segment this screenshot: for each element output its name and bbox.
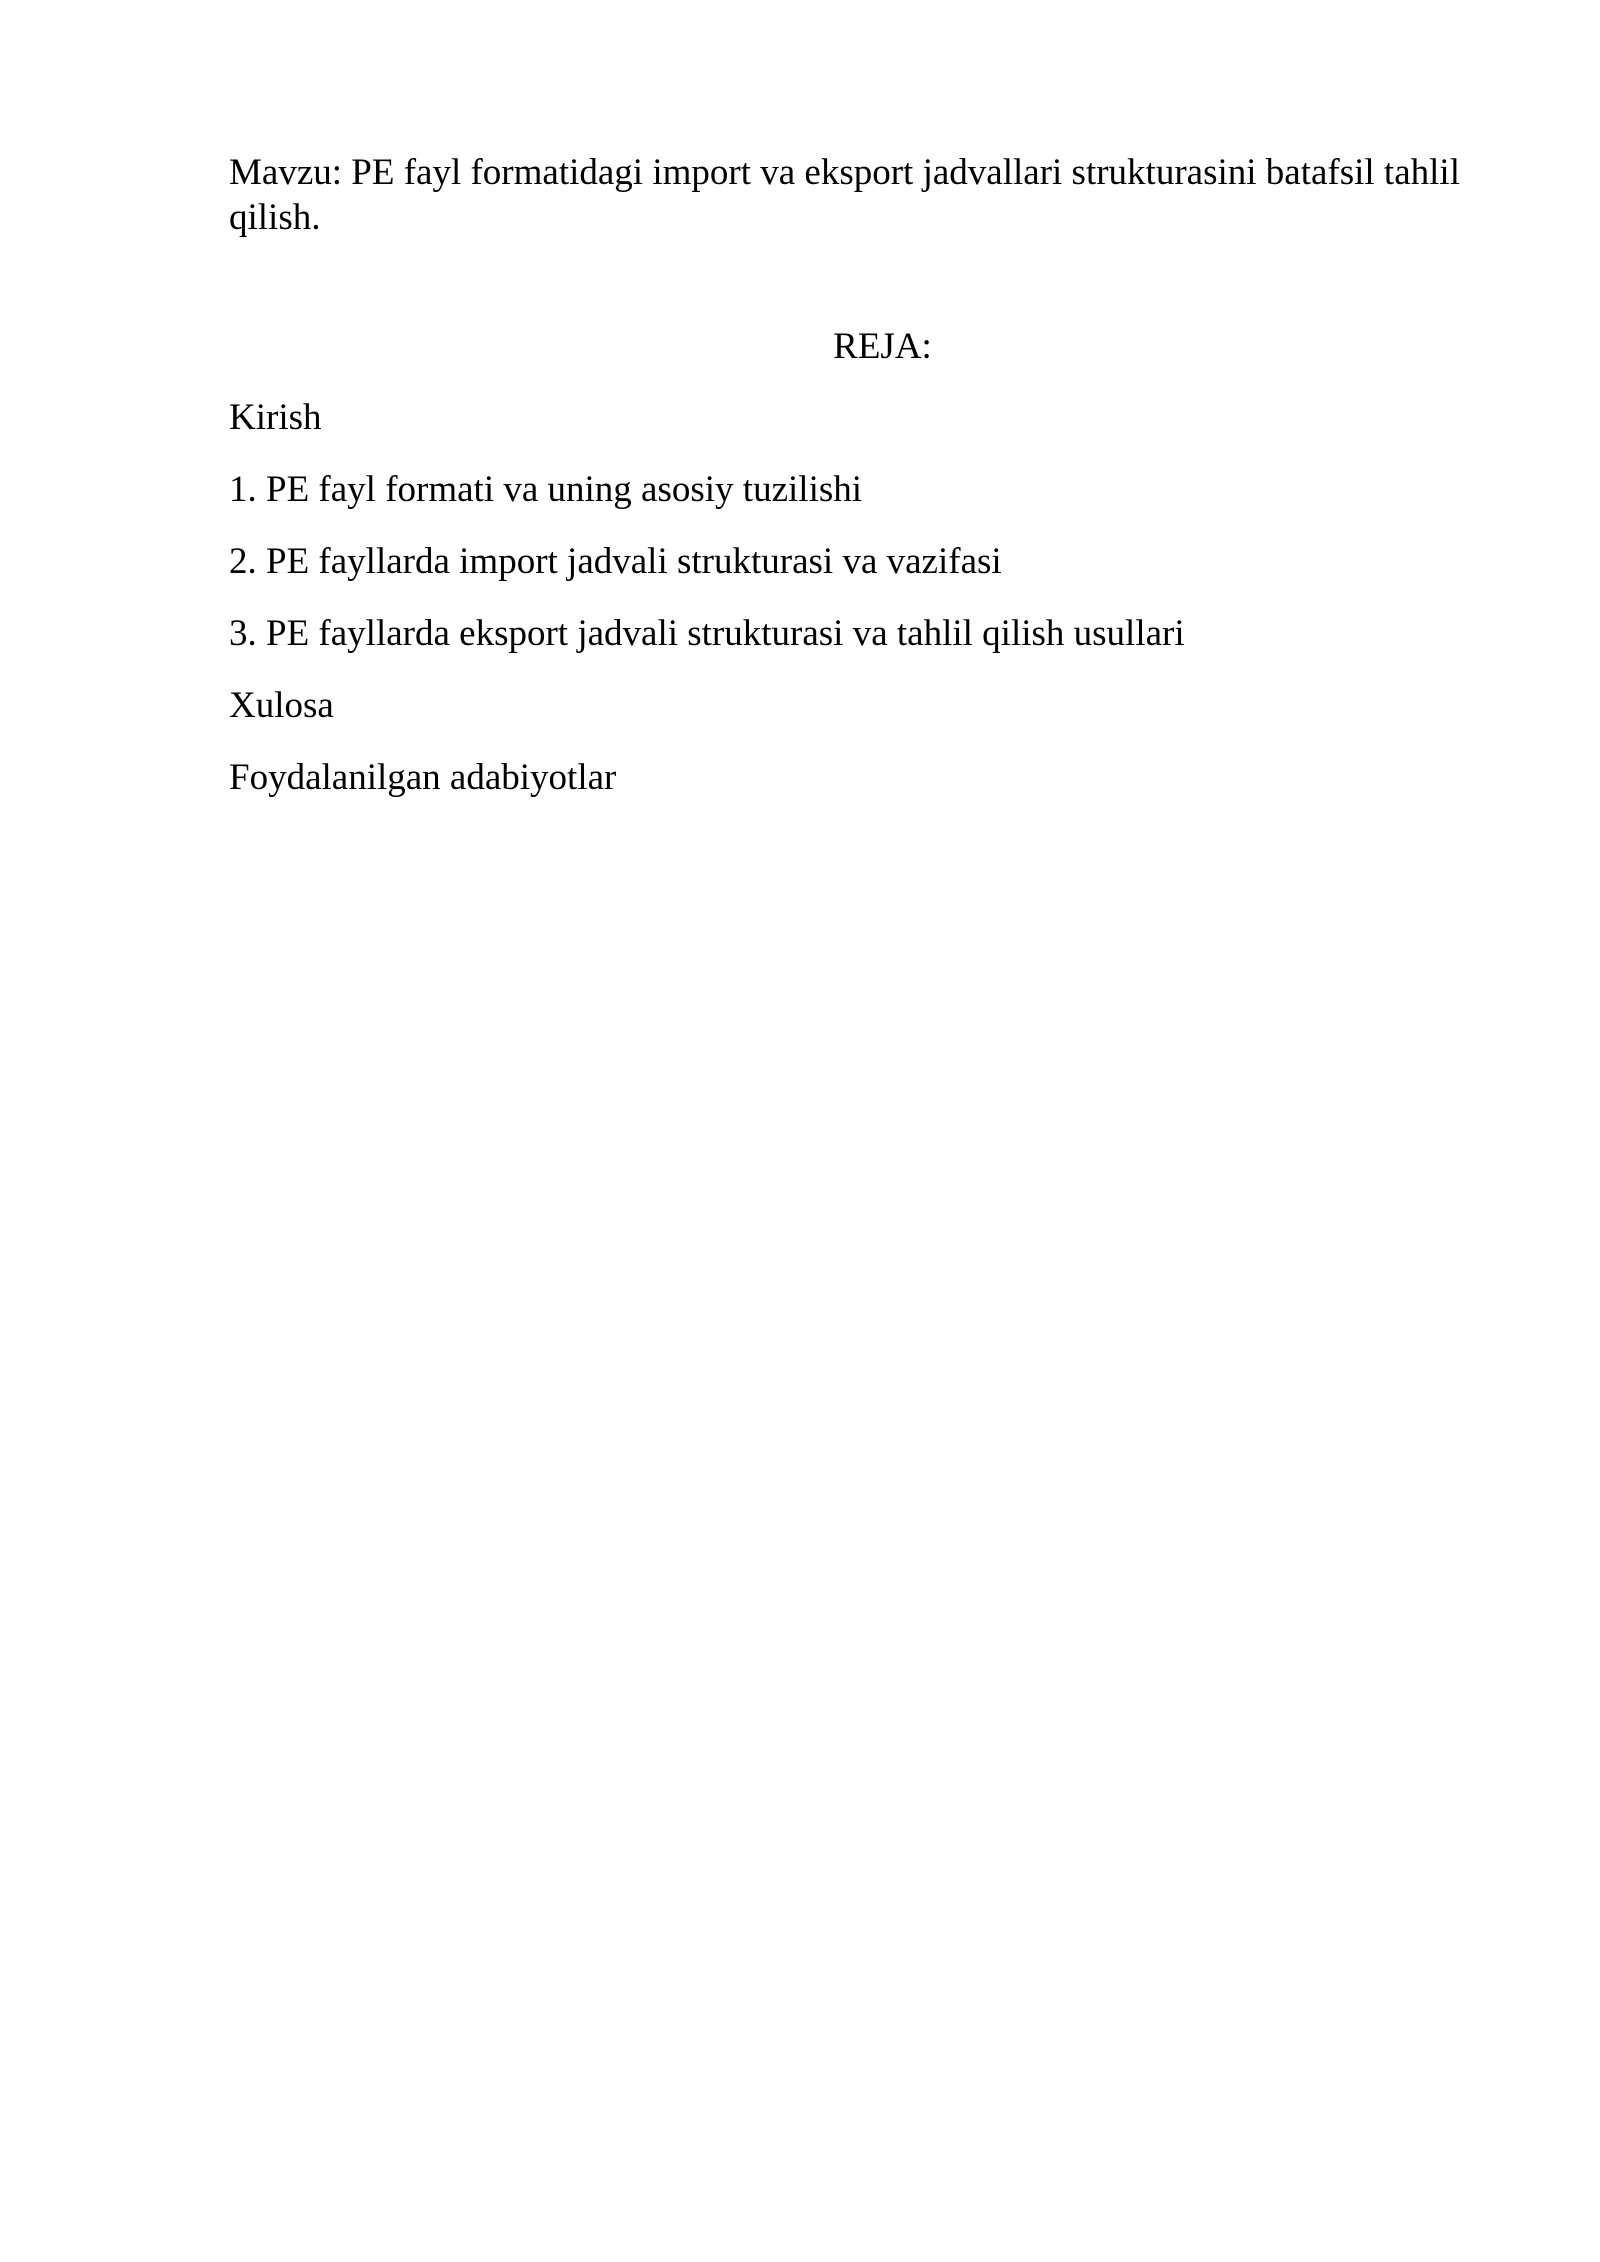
plan-item-2: 2. PE fayllarda import jadvali strukturasi va vazifasi <box>229 541 1002 582</box>
document-content <box>229 150 1494 827</box>
plan-item-3: 3. PE fayllarda eksport jadvali strukturasi va tahlil qilish usullari <box>229 613 1185 654</box>
topic-paragraph: Mavzu: PE fayl formatidagi import va eksport jadvallari strukturasini batafsil tahlil qilish. <box>229 152 1460 238</box>
plan-item-1: 1. PE fayl formati va uning asosiy tuzilishi <box>229 469 863 510</box>
plan-item-references: Foydalanilgan adabiyotlar <box>229 757 617 798</box>
plan-item-introduction: Kirish <box>229 397 322 438</box>
plan-item-conclusion: Xulosa <box>229 685 334 726</box>
plan-heading: REJA: <box>833 326 932 367</box>
plan-list <box>229 395 1494 800</box>
